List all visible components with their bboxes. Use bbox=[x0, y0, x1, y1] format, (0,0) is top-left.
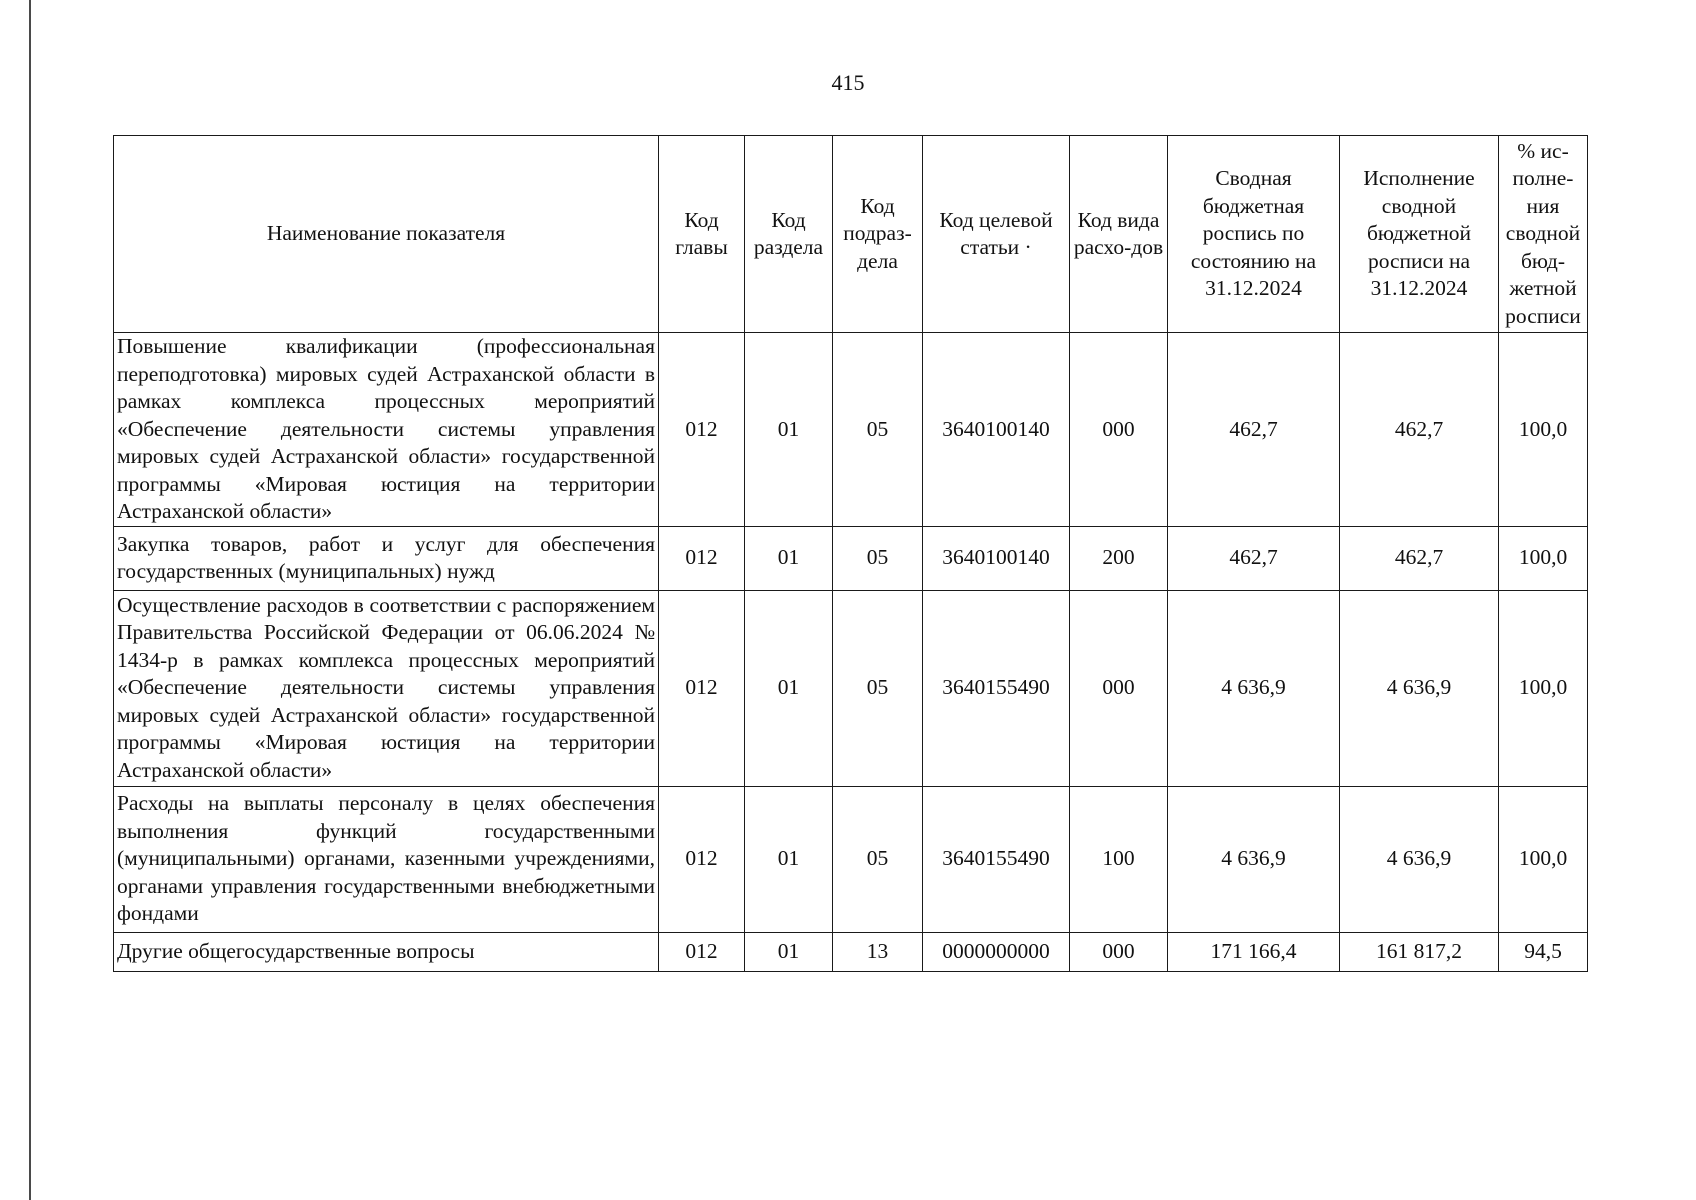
subsection-code-cell: 05 bbox=[833, 526, 923, 590]
table-row bbox=[114, 526, 1588, 590]
header-expense-type-code: Код вида расхо-дов bbox=[1070, 136, 1168, 333]
chapter-code-cell: 012 bbox=[659, 786, 745, 932]
execution-percent-cell: 100,0 bbox=[1499, 590, 1588, 786]
table-header bbox=[114, 136, 1588, 333]
budget-schedule-cell: 171 166,4 bbox=[1168, 932, 1340, 971]
section-code-cell: 01 bbox=[745, 786, 833, 932]
target-article-code-cell: 3640100140 bbox=[923, 333, 1070, 527]
execution-cell: 4 636,9 bbox=[1340, 786, 1499, 932]
section-code-cell: 01 bbox=[745, 333, 833, 527]
scan-left-edge-line bbox=[29, 0, 31, 1200]
execution-percent-cell: 100,0 bbox=[1499, 786, 1588, 932]
execution-cell: 462,7 bbox=[1340, 526, 1499, 590]
table-row bbox=[114, 932, 1588, 971]
section-code-cell: 01 bbox=[745, 526, 833, 590]
page-number: 415 bbox=[831, 70, 865, 95]
indicator-name-cell: Закупка товаров, работ и услуг для обеспечения государственных (муниципальных) нужд bbox=[114, 526, 659, 590]
expense-type-code-cell: 200 bbox=[1070, 526, 1168, 590]
table-body bbox=[114, 333, 1588, 972]
indicator-name-cell: Осуществление расходов в соответствии с распоряжением Правительства Российской Федерации от 06.06.2024 № 1434-р в рамках комплекса процессных мероприятий «Обеспечение деятельности системы управления мировых судей Астраханской области» государственной программы «Мировая юстиция на территории Астраханской области» bbox=[114, 590, 659, 786]
execution-cell: 462,7 bbox=[1340, 333, 1499, 527]
execution-percent-cell: 94,5 bbox=[1499, 932, 1588, 971]
execution-percent-cell: 100,0 bbox=[1499, 333, 1588, 527]
chapter-code-cell: 012 bbox=[659, 526, 745, 590]
section-code-cell: 01 bbox=[745, 590, 833, 786]
subsection-code-cell: 05 bbox=[833, 333, 923, 527]
header-indicator-name: Наименование показателя bbox=[114, 136, 659, 333]
subsection-code-cell: 13 bbox=[833, 932, 923, 971]
header-execution: Исполнение сводной бюджетной росписи на 31.12.2024 bbox=[1340, 136, 1499, 333]
section-code-cell: 01 bbox=[745, 932, 833, 971]
header-section-code: Код раздела bbox=[745, 136, 833, 333]
header-chapter-code: Код главы bbox=[659, 136, 745, 333]
indicator-name-cell: Другие общегосударственные вопросы bbox=[114, 932, 659, 971]
budget-schedule-cell: 462,7 bbox=[1168, 526, 1340, 590]
indicator-name-cell: Повышение квалификации (профессиональная переподготовка) мировых судей Астраханской области в рамках комплекса процессных мероприятий «Обеспечение деятельности системы управления мировых судей Астраханской области» государственной программы «Мировая юстиция на территории Астраханской области» bbox=[114, 333, 659, 527]
chapter-code-cell: 012 bbox=[659, 932, 745, 971]
header-row bbox=[114, 136, 1588, 333]
chapter-code-cell: 012 bbox=[659, 590, 745, 786]
budget-schedule-cell: 4 636,9 bbox=[1168, 590, 1340, 786]
budget-execution-table bbox=[113, 135, 1588, 972]
header-budget-schedule: Сводная бюджетная роспись по состоянию на 31.12.2024 bbox=[1168, 136, 1340, 333]
table-row bbox=[114, 333, 1588, 527]
expense-type-code-cell: 000 bbox=[1070, 932, 1168, 971]
expense-type-code-cell: 100 bbox=[1070, 786, 1168, 932]
budget-schedule-cell: 462,7 bbox=[1168, 333, 1340, 527]
target-article-code-cell: 3640100140 bbox=[923, 526, 1070, 590]
expense-type-code-cell: 000 bbox=[1070, 590, 1168, 786]
subsection-code-cell: 05 bbox=[833, 590, 923, 786]
budget-schedule-cell: 4 636,9 bbox=[1168, 786, 1340, 932]
target-article-code-cell: 3640155490 bbox=[923, 786, 1070, 932]
indicator-name-cell: Расходы на выплаты персоналу в целях обеспечения выполнения функций государственными (муниципальными) органами, казенными учреждениями, органами управления государственными внебюджетными фондами bbox=[114, 786, 659, 932]
chapter-code-cell: 012 bbox=[659, 333, 745, 527]
header-subsection-code: Код подраз-дела bbox=[833, 136, 923, 333]
header-execution-percent: % ис-полне-ния сводной бюд-жетной росписи bbox=[1499, 136, 1588, 333]
header-target-article-code: Код целевой статьи · bbox=[923, 136, 1070, 333]
execution-cell: 4 636,9 bbox=[1340, 590, 1499, 786]
target-article-code-cell: 3640155490 bbox=[923, 590, 1070, 786]
target-article-code-cell: 0000000000 bbox=[923, 932, 1070, 971]
execution-cell: 161 817,2 bbox=[1340, 932, 1499, 971]
table-row bbox=[114, 590, 1588, 786]
table-row bbox=[114, 786, 1588, 932]
expense-type-code-cell: 000 bbox=[1070, 333, 1168, 527]
execution-percent-cell: 100,0 bbox=[1499, 526, 1588, 590]
subsection-code-cell: 05 bbox=[833, 786, 923, 932]
